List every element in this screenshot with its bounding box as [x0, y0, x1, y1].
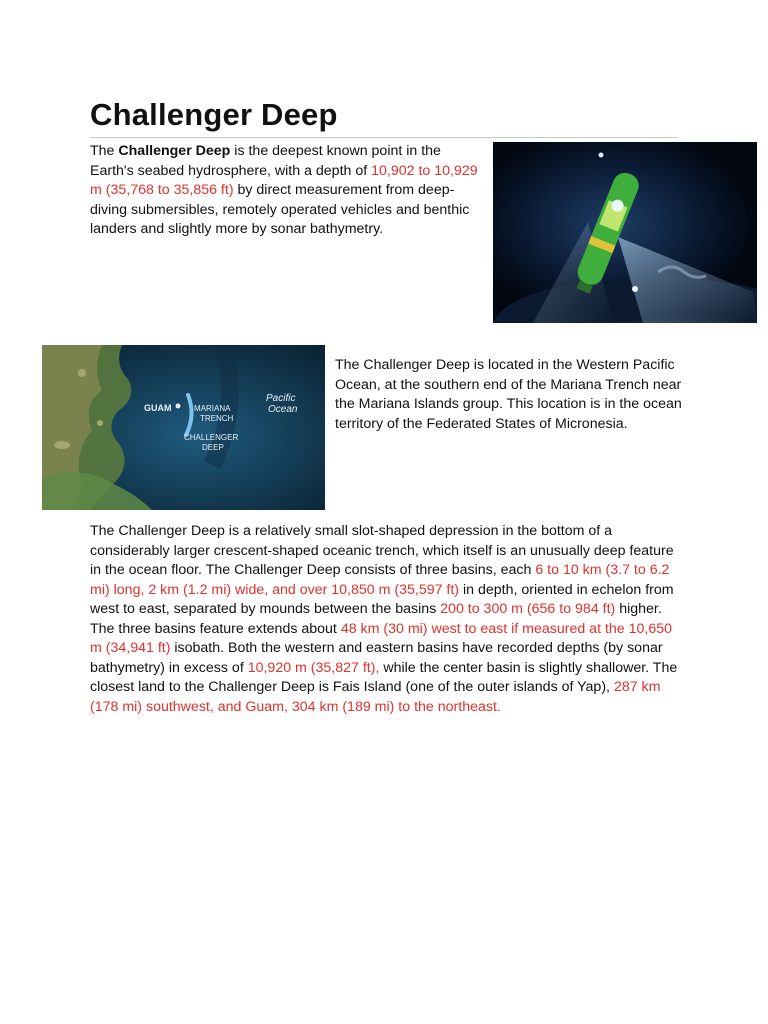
- page-title: Challenger Deep: [90, 97, 338, 132]
- map-label-mariana: MARIANA: [194, 404, 231, 413]
- title-divider: [90, 137, 678, 138]
- map-label-trench: TRENCH: [200, 414, 234, 423]
- map-label-guam: GUAM: [144, 403, 172, 413]
- intro-text: by direct measurement from deep-diving submersibles, remotely operated vehicles and benthic landers and slightly more by sonar bathymetry.: [90, 182, 470, 237]
- submersible-photo: [493, 142, 757, 323]
- map-label-ocean: Ocean: [268, 404, 298, 415]
- depth-highlight: 10,902 to 10,929 m (35,768 to 35,856 ft): [90, 162, 478, 198]
- location-paragraph: The Challenger Deep is located in the Western Pacific Ocean, at the southern end of the Mariana Trench near the Mariana Islands group. This location is in the ocean territory of the Federated States of Micronesia.: [335, 357, 682, 432]
- details-text: isobath. Both the western and eastern basins have recorded depths (by sonar bathymetry) in excess of: [90, 640, 663, 676]
- details-paragraph: [90, 522, 680, 717]
- mound-height-highlight: 200 to 300 m (656 to 984 ft): [440, 601, 616, 617]
- map-label-challenger: CHALLENGER: [184, 433, 239, 442]
- basin-depth-highlight: 10,920 m (35,827 ft),: [247, 659, 380, 676]
- basin-size-highlight: 6 to 10 km (3.7 to 6.2 mi) long, 2 km (1.2 mi) wide, and over 10,850 m (35,597 ft): [90, 562, 670, 598]
- distance-highlight: 287 km (178 mi) southwest, and Guam, 304 km (189 mi) to the northeast.: [90, 679, 661, 715]
- details-text: higher. The three basins feature extends about: [90, 601, 662, 637]
- map-label-deep: DEEP: [202, 443, 224, 452]
- details-text: while the center basin is slightly shallower. The closest land to the Challenger Deep is Fais Island (one of the outer islands of Yap),: [90, 659, 678, 695]
- intro-paragraph: [90, 142, 485, 240]
- map-label-pacific: Pacific: [266, 393, 296, 404]
- details-text: in depth, oriented in echelon from west to east, separated by mounds between the basins: [90, 581, 674, 617]
- intro-text: is the deepest known point in the Earth's seabed hydrosphere, with a depth of: [90, 143, 441, 179]
- intro-bold-term: Challenger Deep: [118, 143, 231, 159]
- details-text: The Challenger Deep is a relatively small slot-shaped depression in the bottom of a considerably larger crescent-shaped oceanic trench, which itself is an unusually deep feature in the ocean floor. The Challenger Deep consists of three basins, each: [90, 523, 674, 578]
- extent-highlight: 48 km (30 mi) west to east if measured at the 10,650 m (34,941 ft): [90, 620, 673, 656]
- intro-text: The: [90, 143, 119, 159]
- mariana-trench-map: [42, 345, 325, 510]
